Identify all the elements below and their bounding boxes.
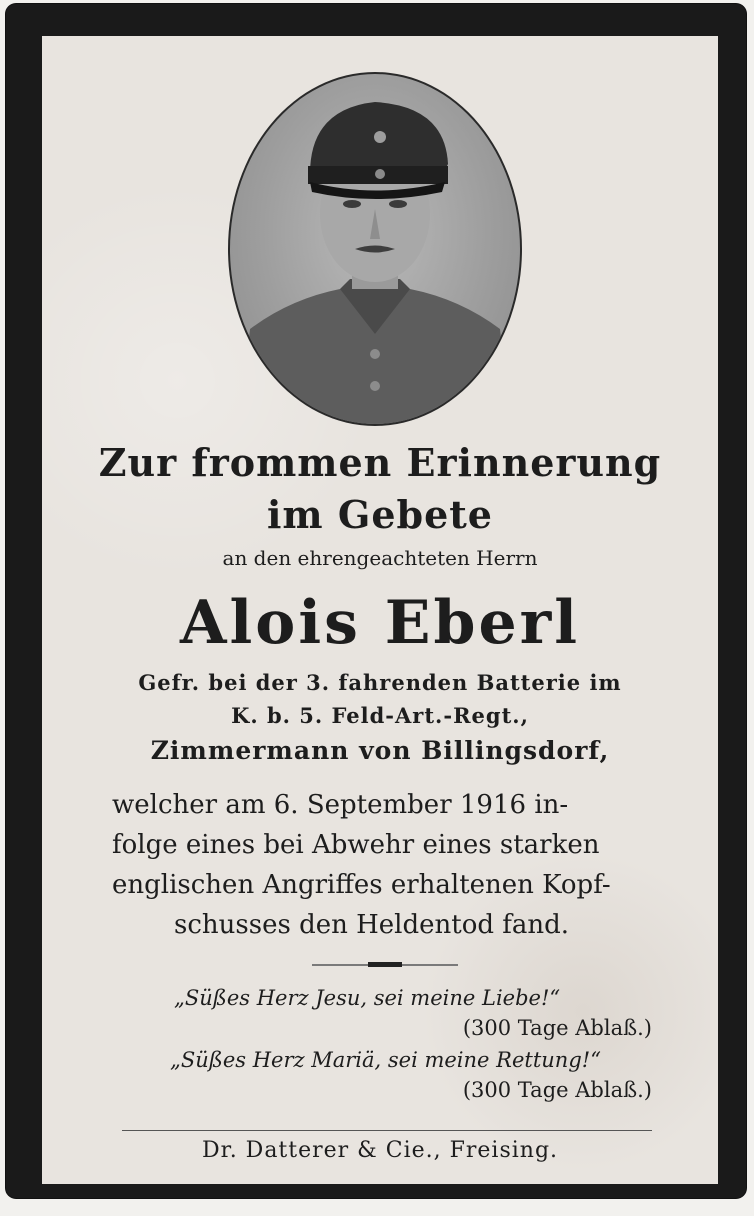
deceased-name: Alois Eberl [179,588,581,658]
prayer-1-indulgence: (300 Tage Ablaß.) [462,1016,652,1040]
body-line-2: folge eines bei Abwehr eines starken [112,830,600,860]
body-line-4: schusses den Heldentod fand. [174,910,570,940]
prayer-2-text: „Süßes Herz Mariä, sei meine Rettung!“ [170,1048,601,1072]
memorial-card [6,4,746,1198]
printer-imprint: Dr. Datterer & Cie., Freising. [201,1138,559,1163]
occupation-line: Zimmermann von Billingsdorf, [150,736,610,765]
prayer-1-text: „Süßes Herz Jesu, sei meine Liebe!“ [174,986,561,1010]
body-line-3: englischen Angriffes erhaltenen Kopf- [112,870,611,900]
footer-rule [122,1130,652,1131]
prayer-2-indulgence: (300 Tage Ablaß.) [462,1078,652,1102]
soldier-portrait [228,72,522,426]
rank-line-1: Gefr. bei der 3. fahrenden Batterie im [138,670,622,695]
divider-ornament [368,962,402,967]
heading-line-1: Zur frommen Erinnerung [98,440,662,485]
card-paper [42,36,718,1184]
heading-line-2: im Gebete [267,492,493,537]
rank-line-2: K. b. 5. Feld-Art.-Regt., [231,703,529,728]
dedication-line: an den ehrengeachteten Herrn [222,546,538,570]
body-line-1: welcher am 6. September 1916 in- [112,790,569,820]
